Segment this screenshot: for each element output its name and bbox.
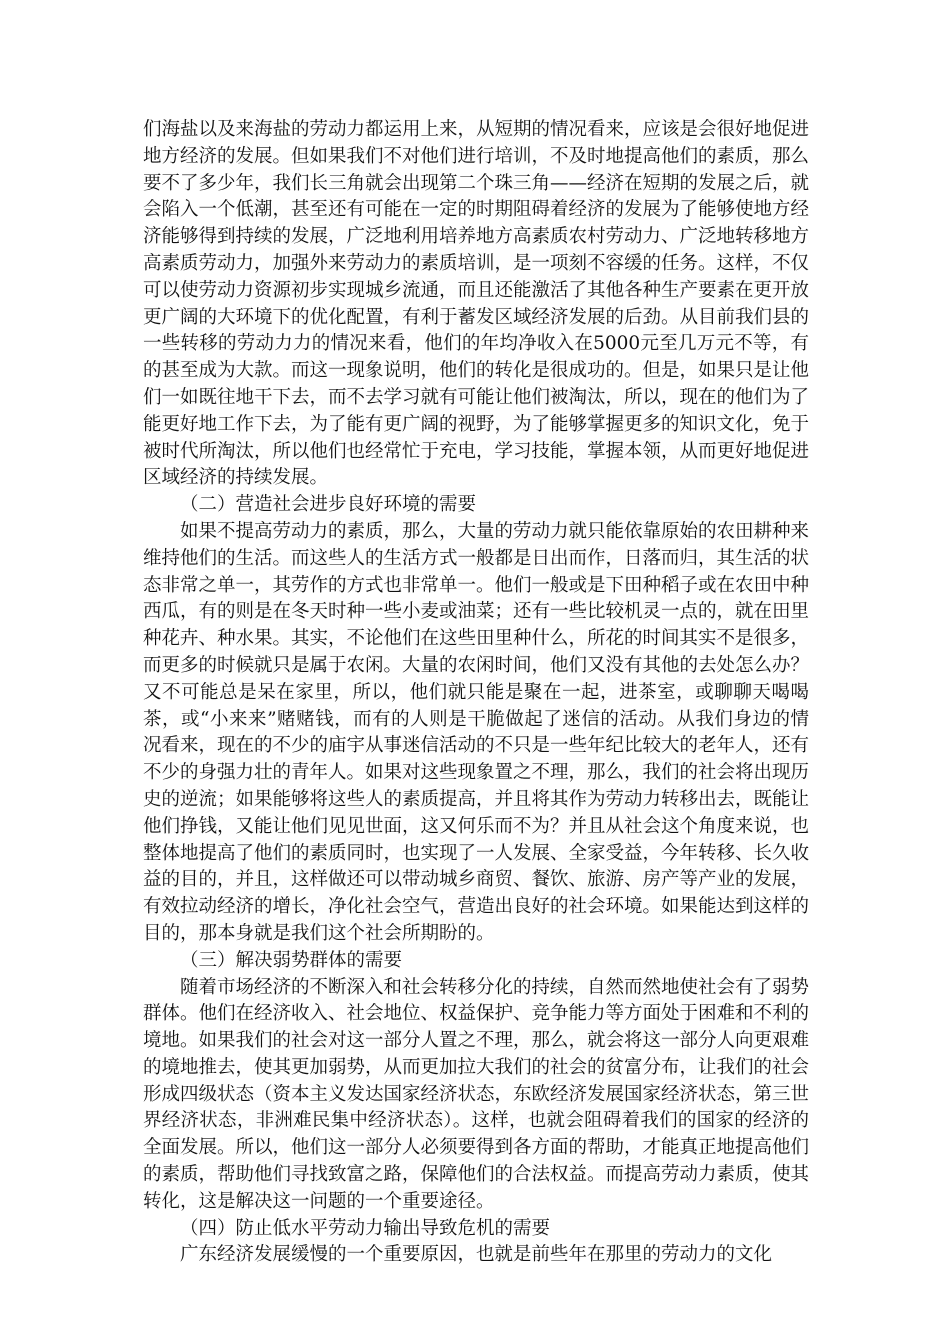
paragraph-vulnerable-groups: 随着市场经济的不断深入和社会转移分化的持续，自然而然地使社会有了弱势群体。他们在经济收入、社会地位、权益保护、竞争能力等方面处于困难和不利的境地。如果我们的社会对这一部分人置之不理，那么，就会将这一部分人向更艰难的境地推去，使其更加弱势，从而更加拉大我们的社会的贫富分布，让我们的社会形成四级状态（资本主义发达国家经济状态，东欧经济发展国家经济状态，第三世界经济状态，非洲难民集中经济状态）。这样，也就会阻碍着我们的国家的经济的全面发展。所以，他们这一部分人必须要得到各方面的帮助，才能真正地提高他们的素质，帮助他们寻找致富之路，保障他们的合法权益。而提高劳动力素质，使其转化，这是解决这一问题的一个重要途径。 [143,976,810,1212]
section-heading-4: （四）防止低水平劳动力输出导致危机的需要 [180,1217,551,1239]
paragraph-social-environment: 如果不提高劳动力的素质，那么，大量的劳动力就只能依靠原始的农田耕种来维持他们的生活。而这些人的生活方式一般都是日出而作，日落而归，其生活的状态非常之单一，其劳作的方式也非常单一。他们一般或是下田种稻子或在农田中种西瓜，有的则是在冬天时种一些小麦或油菜；还有一些比较机灵一点的，就在田里种花卉、种水果。其实，不论他们在这些田里种什么，所花的时间其实不是很多，而更多的时候就只是属于农闲。大量的农闲时间，他们又没有其他的去处怎么办？又不可能总是呆在家里，所以，他们就只能是聚在一起，进茶室，或聊聊天喝喝茶，或“小来来”赌赌钱，而有的人则是干脆做起了迷信的活动。从我们身边的情况看来，现在的不少的庙宇从事迷信活动的不只是一些年纪比较大的老年人，还有不少的身强力壮的青年人。如果对这些现象置之不理，那么，我们的社会将出现历史的逆流；如果能够将这些人的素质提高，并且将其作为劳动力转移出去，既能让他们挣钱，又能让他们见见世面，这又何乐而不为？并且从社会这个角度来说，也整体地提高了他们的素质同时，也实现了一人发展、全家受益，今年转移、长久收益的目的，并且，这样做还可以带动城乡商贸、餐饮、旅游、房产等产业的发展，有效拉动经济的增长，净化社会空气，营造出良好的社会环境。如果能达到这样的目的，那本身就是我们这个社会所期盼的。 [143,520,810,944]
section-heading-2: （二）营造社会进步良好环境的需要 [180,494,477,516]
section-heading-3: （三）解决弱势群体的需要 [180,949,403,971]
document-body [143,117,809,1269]
paragraph-continued: 们海盐以及来海盐的劳动力都运用上来，从短期的情况看来，应该是会很好地促进地方经济的发展。但如果我们不对他们进行培训，不及时地提高他们的素质，那么要不了多少年，我们长三角就会出现第二个珠三角——经济在短期的发展之后，就会陷入一个低潮，甚至还有可能在一定的时期阻碍着经济的发展为了能够使地方经济能够得到持续的发展，广泛地利用培养地方高素质农村劳动力、广泛地转移地方高素质劳动力，加强外来劳动力的素质培训，是一项刻不容缓的任务。这样，不仅可以使劳动力资源初步实现城乡流通，而且还能激活了其他各种生产要素在更开放更广阔的大环境下的优化配置，有利于蓄发区域经济发展的后劲。从目前我们县的一些转移的劳动力力的情况来看，他们的年均净收入在5000元至几万元不等，有的甚至成为大款。而这一现象说明，他们的转化是很成功的。但是，如果只是让他们一如既往地干下去，而不去学习就有可能让他们被淘汰，所以，现在的他们为了能更好地工作下去，为了能有更广阔的视野，为了能够掌握更多的知识文化，免于被时代所淘汰，所以他们也经常忙于充电，学习技能，掌握本领，从而更好地促进区域经济的持续发展。 [143,119,810,489]
paragraph-guangdong: 广东经济发展缓慢的一个重要原因，也就是前些年在那里的劳动力的文化 [180,1244,773,1266]
